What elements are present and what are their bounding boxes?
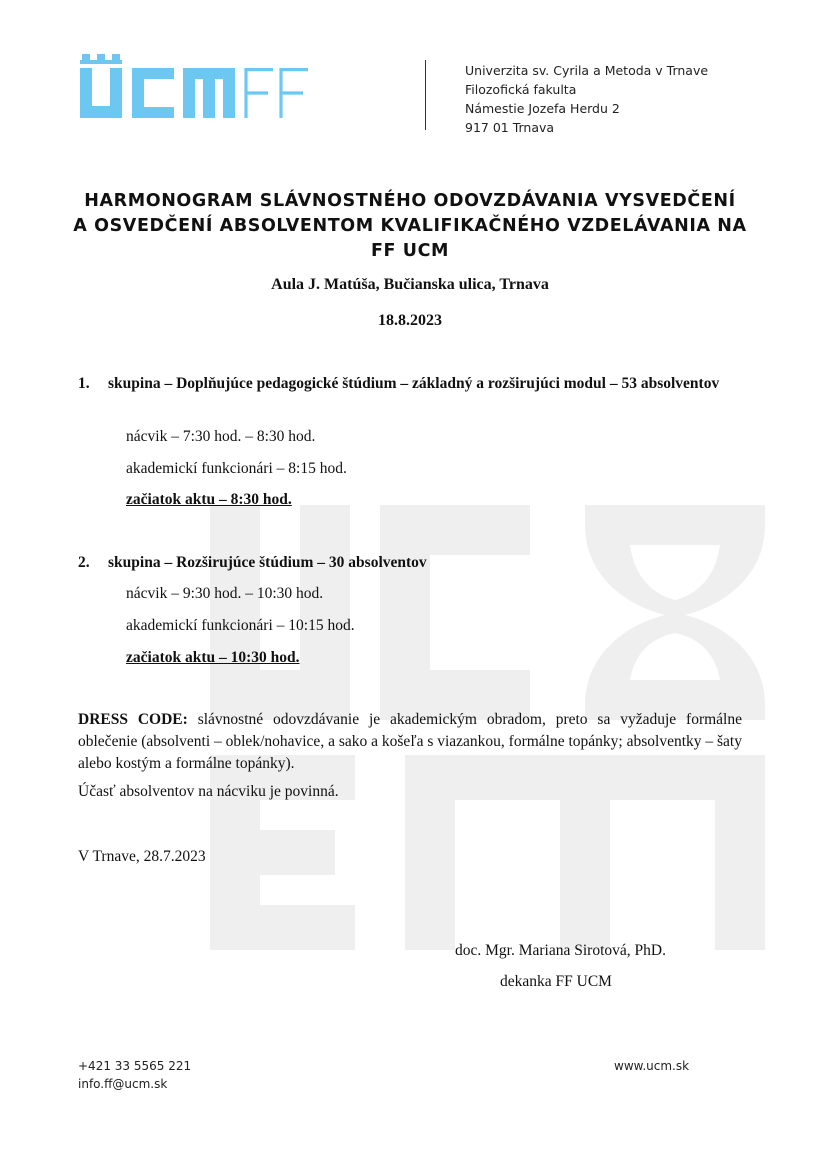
group-heading-text: skupina – Rozširujúce štúdium – 30 absolventov — [108, 554, 427, 571]
attendance-note: Účasť absolventov na nácviku je povinná. — [78, 783, 339, 800]
address-line-city: 917 01 Trnava — [465, 120, 555, 135]
footer-contacts — [78, 1057, 191, 1093]
group-number: 2. — [78, 554, 90, 571]
address-line-faculty: Filozofická fakulta — [465, 82, 577, 97]
ucm-ff-logo — [78, 52, 310, 122]
group-number: 1. — [78, 375, 90, 392]
group-1-practice: nácvik – 7:30 hod. – 8:30 hod. — [126, 428, 316, 445]
group-heading-text: skupina – Doplňujúce pedagogické štúdium – základný a rozširujúci modul – 53 absolventov — [108, 375, 720, 392]
title-line-1: HARMONOGRAM SLÁVNOSTNÉHO ODOVZDÁVANIA VYSVEDČENÍ — [84, 191, 736, 211]
footer-website: www.ucm.sk — [614, 1059, 690, 1073]
venue: Aula J. Matúša, Bučianska ulica, Trnava — [271, 276, 549, 293]
group-2-practice: nácvik – 9:30 hod. – 10:30 hod. — [126, 585, 324, 602]
footer-phone: +421 33 5565 221 — [78, 1059, 192, 1073]
group-1-heading — [78, 373, 742, 395]
event-date: 18.8.2023 — [378, 312, 442, 329]
signer-name: doc. Mgr. Mariana Sirotová, PhD. — [455, 942, 666, 959]
group-2-heading — [78, 552, 742, 574]
title-line-3: FF UCM — [370, 241, 450, 261]
address-line-street: Námestie Jozefa Herdu 2 — [465, 101, 620, 116]
footer-email: info.ff@ucm.sk — [78, 1077, 168, 1091]
address-line-university: Univerzita sv. Cyrila a Metoda v Trnave — [465, 63, 709, 78]
signer-role: dekanka FF UCM — [500, 973, 612, 990]
dress-code-label: DRESS CODE: — [78, 711, 188, 728]
dress-code-paragraph — [78, 709, 742, 775]
dress-code-text: slávnostné odovzdávanie je akademickým obradom, preto sa vyžaduje formálne oblečenie (absolventi – oblek/nohavice, a sako a košeľa s viazankou, formálne topánky; absolventky – šaty alebo kostým a formálne topánky). — [78, 711, 742, 772]
group-2-start: začiatok aktu – 10:30 hod. — [126, 649, 300, 666]
faculty-address — [465, 61, 708, 137]
place-and-date: V Trnave, 28.7.2023 — [78, 848, 206, 865]
header-divider — [425, 60, 426, 130]
title-line-2: A OSVEDČENÍ ABSOLVENTOM KVALIFIKAČNÉHO VZDELÁVANIA NA — [73, 216, 747, 236]
logo-text: ÚCMFF — [78, 52, 82, 53]
group-1-start: začiatok aktu – 8:30 hod. — [126, 491, 292, 508]
group-1-officials: akademickí funkcionári – 8:15 hod. — [126, 460, 347, 477]
document-title — [60, 189, 760, 264]
group-2-officials: akademickí funkcionári – 10:15 hod. — [126, 617, 355, 634]
